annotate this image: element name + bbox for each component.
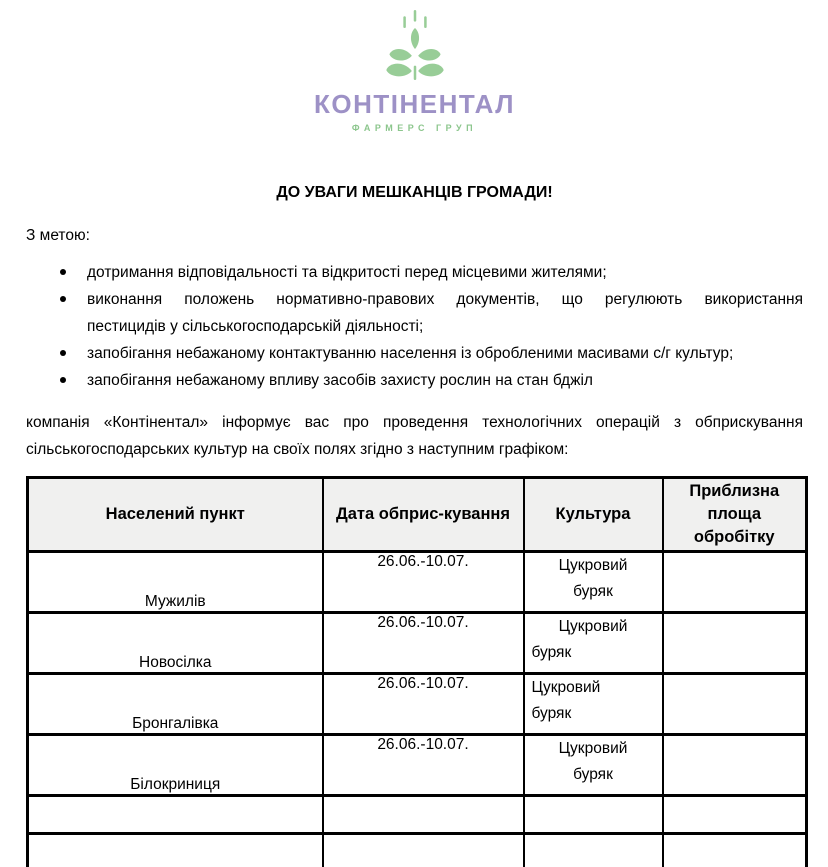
settlement-cell: Мужилів (28, 551, 323, 612)
wheat-icon (377, 10, 453, 80)
settlement-cell: Новосілка (28, 612, 323, 673)
company-logo (26, 8, 803, 133)
settlement-cell (28, 795, 323, 833)
list-item-text: запобігання небажаному контактуванню населення із обробленими масивами с/г культур; (87, 344, 734, 362)
area-cell (663, 795, 807, 833)
date-cell (323, 833, 524, 867)
table-row (28, 673, 807, 734)
area-cell (663, 612, 807, 673)
list-item-text: пестицидів у сільськогосподарській діяльності; (87, 317, 424, 335)
crop-cell (524, 673, 663, 734)
crop-line: Цукровий (558, 739, 628, 757)
brand-subtitle: ФАРМЕРС ГРУП (351, 122, 478, 133)
purpose-list (26, 259, 803, 394)
crop-line: Цукровий (531, 678, 601, 696)
list-item (26, 259, 803, 286)
settlement-cell: Бронгалівка (28, 673, 323, 734)
list-item (26, 340, 803, 367)
table-row (28, 551, 807, 612)
table-row (28, 795, 807, 833)
brand-name: КОНТІНЕНТАЛ (314, 89, 515, 119)
header-area: Приблизна площа обробітку (663, 477, 807, 551)
crop-line: буряк (531, 704, 572, 722)
crop-cell (524, 795, 663, 833)
crop-cell (524, 833, 663, 867)
list-item-text: дотримання відповідальності та відкритості перед місцевими жителями; (87, 263, 607, 281)
table-row (28, 833, 807, 867)
crop-line: Цукровий (558, 556, 628, 574)
area-cell (663, 734, 807, 795)
closing-paragraph (26, 409, 803, 463)
crop-line: Цукровий (558, 617, 628, 635)
date-cell: 26.06.-10.07. (323, 612, 524, 673)
spraying-schedule-table (26, 476, 808, 867)
table-header-row (28, 477, 807, 551)
area-cell (663, 833, 807, 867)
list-item-text: запобігання небажаному впливу засобів захисту рослин на стан бджіл (87, 371, 593, 389)
table-row (28, 612, 807, 673)
header-settlement: Населений пункт (28, 477, 323, 551)
crop-line: буряк (531, 643, 572, 661)
crop-cell (524, 734, 663, 795)
header-crop: Культура (524, 477, 663, 551)
lead-text: З метою: (26, 226, 90, 244)
crop-cell (524, 551, 663, 612)
area-cell (663, 551, 807, 612)
area-cell (663, 673, 807, 734)
crop-cell (524, 612, 663, 673)
settlement-cell (28, 833, 323, 867)
list-item-text: виконання положень нормативно-правових документів, що регулюють використання (87, 290, 803, 308)
paragraph-line: сільськогосподарських культур на своїх полях згідно з наступним графіком: (26, 440, 569, 458)
crop-line: буряк (573, 765, 613, 783)
settlement-cell: Білокриниця (28, 734, 323, 795)
crop-line: буряк (573, 582, 613, 600)
list-item (26, 286, 803, 340)
date-cell: 26.06.-10.07. (323, 734, 524, 795)
date-cell: 26.06.-10.07. (323, 673, 524, 734)
date-cell (323, 795, 524, 833)
list-item (26, 367, 803, 394)
table-row (28, 734, 807, 795)
date-cell: 26.06.-10.07. (323, 551, 524, 612)
paragraph-line: компанія «Контінентал» інформує вас про проведення технологічних операцій з обприскування (26, 413, 803, 431)
header-date: Дата обприс-кування (323, 477, 524, 551)
document-title: ДО УВАГИ МЕШКАНЦІВ ГРОМАДИ! (276, 183, 553, 201)
